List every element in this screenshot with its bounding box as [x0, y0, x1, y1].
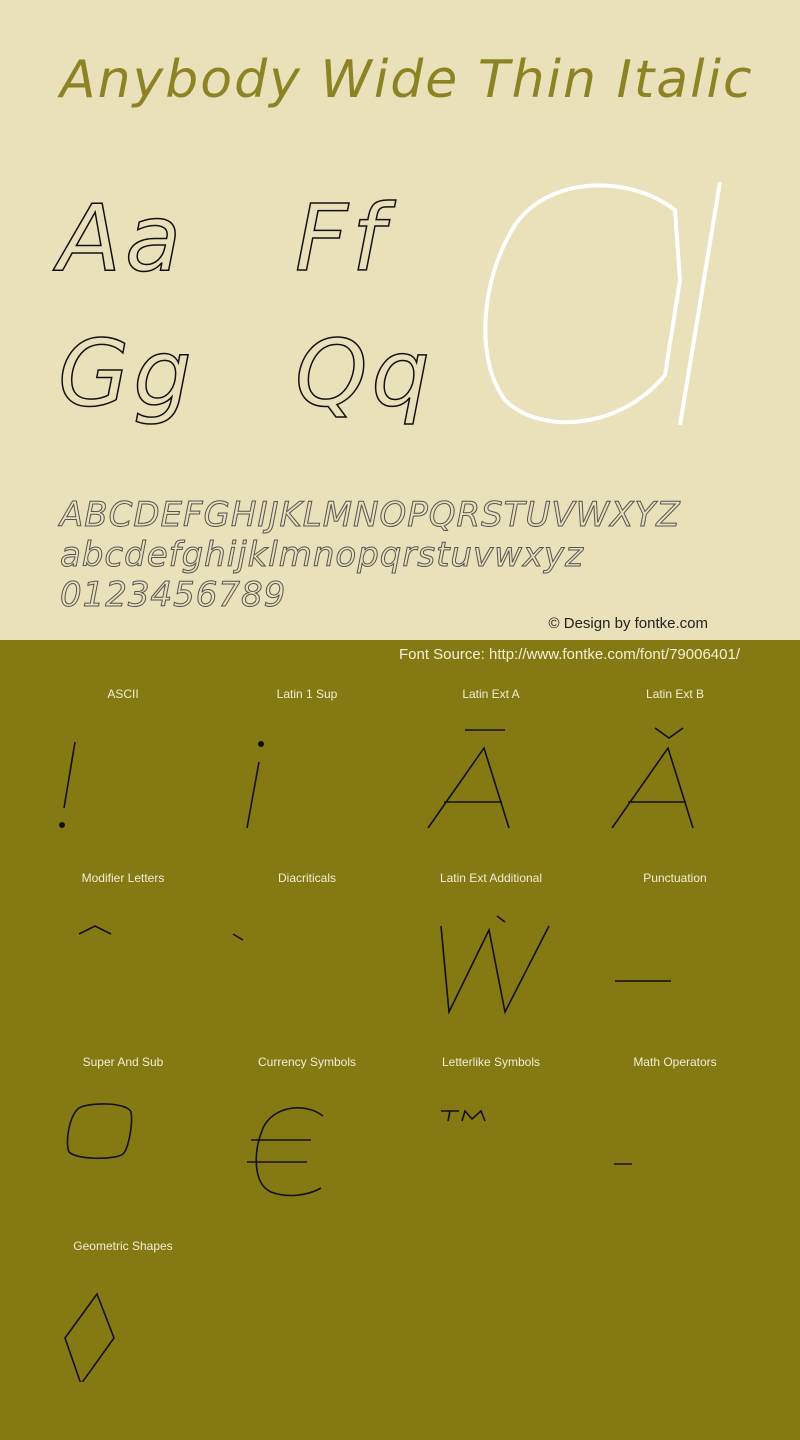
category-label: ASCII [107, 687, 139, 701]
digits-row: 0123456789 [60, 575, 287, 615]
category-latin1 [215, 640, 399, 824]
glyph-circumflex [31, 904, 215, 1014]
glyph-w-grave [399, 904, 583, 1014]
category-super-sub [31, 1008, 215, 1192]
big-glyph-label: a [470, 170, 471, 171]
category-label: Math Operators [633, 1055, 717, 1069]
glyph-trademark [399, 1088, 583, 1198]
glyph-pair-aa: Aa [58, 185, 186, 292]
glyph-euro [215, 1088, 399, 1198]
category-label: Punctuation [643, 871, 707, 885]
glyph-a-macron [399, 720, 583, 830]
category-label: Super And Sub [82, 1055, 164, 1069]
category-label: Latin Ext A [462, 687, 520, 701]
category-latin-ext-additional [399, 824, 583, 1008]
category-label: Modifier Letters [81, 871, 165, 885]
category-label: Currency Symbols [257, 1055, 357, 1069]
category-currency [215, 1008, 399, 1192]
category-latin-ext-b [583, 640, 767, 824]
font-title: Anybody Wide Thin Italic [60, 50, 754, 110]
category-label: Geometric Shapes [73, 1239, 173, 1253]
credit-text: © Design by fontke.com [548, 615, 708, 632]
category-latin-ext-a [399, 640, 583, 824]
glyph-minus [583, 1088, 767, 1198]
glyph-superscript-zero [31, 1088, 215, 1198]
glyph-em-dash [583, 904, 767, 1014]
glyph-pair-gg: Gg [58, 320, 196, 427]
category-label: Latin Ext B [645, 687, 705, 701]
font-source-link[interactable]: Font Source: http://www.fontke.com/font/79006401/ [398, 646, 740, 663]
uppercase-row: ABCDEFGHIJKLMNOPQRSTUVWXYZ [60, 495, 681, 535]
category-diacriticals [215, 824, 399, 1008]
glyph-grave-accent [215, 904, 399, 1014]
glyph-exclamation [31, 720, 215, 830]
category-ascii [31, 640, 215, 824]
lowercase-row: abcdefghijklmnopqrstuvwxyz [60, 535, 584, 575]
category-math-operators [583, 1008, 767, 1192]
category-modifier-letters [31, 824, 215, 1008]
glyph-a-caron [583, 720, 767, 830]
category-letterlike [399, 1008, 583, 1192]
glyph-pair-ff: Ff [295, 185, 389, 292]
category-label: Latin 1 Sup [276, 687, 338, 701]
category-geometric-shapes [31, 1192, 215, 1376]
big-glyph-a [470, 170, 740, 440]
category-label: Letterlike Symbols [441, 1055, 541, 1069]
glyph-inverted-exclamation [215, 720, 399, 830]
glyph-lozenge [31, 1272, 215, 1382]
category-punctuation [583, 824, 767, 1008]
category-label: Diacriticals [277, 871, 336, 885]
category-label: Latin Ext Additional [439, 871, 543, 885]
glyph-pair-qq: Qq [295, 320, 434, 427]
